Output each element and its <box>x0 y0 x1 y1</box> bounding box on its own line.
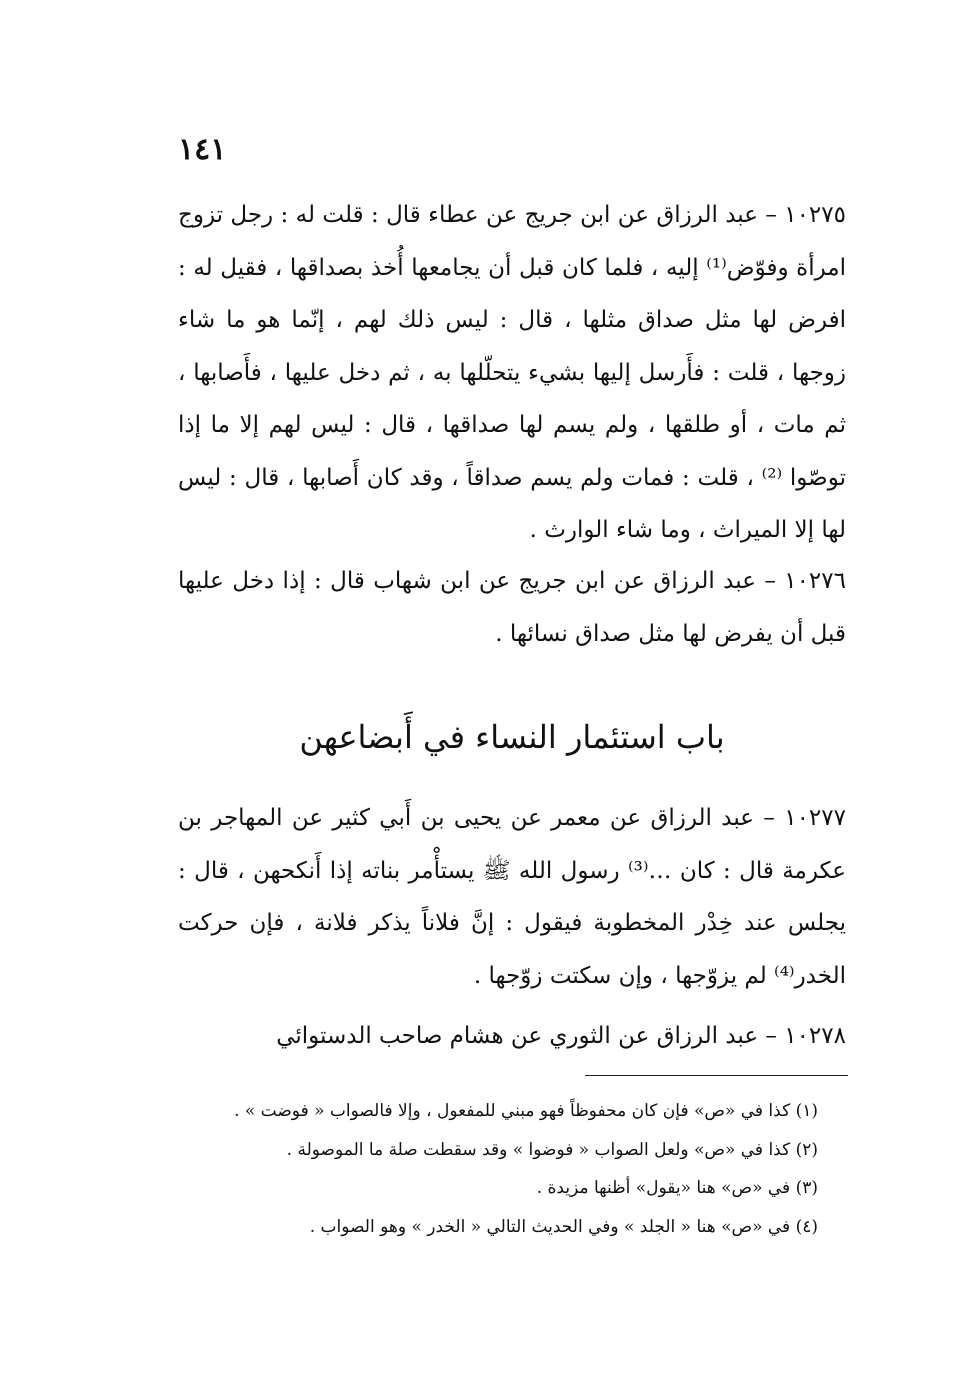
footnote-separator <box>585 1075 848 1076</box>
hadith-10276: ١٠٢٧٦ – عبد الرزاق عن ابن جريج عن ابن شهاب قال : إذا دخل عليها قبل أن يفرض لها مثل صداق نسائها . <box>178 568 846 647</box>
hadith-10277: ١٠٢٧٧ – عبد الرزاق عن معمر عن يحيى بن أَبي كثير عن المهاجر بن عكرمة قال : كان …⁽³⁾ رسول الله ﷺ يستأْمر بناته إذا أَنكحهن ، قال : يجلس عند خِدْر المخطوبة فيقول : إنَّ فلاناً يذكر فلانة ، فإن حركت الخدر⁽⁴⁾ لم يزوّجها ، وإن سكتت زوّجها . <box>178 805 846 989</box>
footnote-4: (٤) في «ص» هنا « الجلد » وفي الحديث التالي « الخدر » وهو الصواب . <box>309 1216 818 1237</box>
footnote-2: (٢) كذا في «ص» ولعل الصواب « فوضوا » وقد سقطت صلة ما الموصولة . <box>286 1139 818 1160</box>
footnote-3: (٣) في «ص» هنا «يقول» أظنها مزيدة . <box>536 1178 818 1198</box>
footnotes <box>178 1092 818 1246</box>
footnote-1: (١) كذا في «ص» فإن كان محفوظاً فهو مبني للمفعول ، وإلا فالصواب « فوضت » . <box>234 1101 818 1121</box>
page-number: ١٤١ <box>178 132 227 167</box>
hadith-10278: ١٠٢٧٨ – عبد الرزاق عن الثوري عن هشام صاحب الدستوائي <box>276 1023 846 1049</box>
chapter-heading: باب استئمار النساء في أَبضاعهن <box>299 718 725 756</box>
hadith-10275: ١٠٢٧٥ – عبد الرزاق عن ابن جريج عن عطاء قال : قلت له : رجل تزوج امرأة وفوّض⁽¹⁾ إليه ، فلما كان قبل أن يجامعها أُخذ بصداقها ، فقيل له : افرض لها مثل صداق مثلها ، قال : ليس ذلك لهم ، إنّما هو ما شاء زوجها ، قلت : فأَرسل إليها بشيء يتحلّلها به ، ثم دخل عليها ، فأَصابها ، ثم مات ، أو طلقها ، ولم يسم لها صداقها ، قال : ليس لهم إلا ما إذا توصّوا ⁽²⁾ ، قلت : فمات ولم يسم صداقاً ، وقد كان أَصابها ، قال : ليس لها إلا الميراث ، وما شاء الوارث . <box>178 202 846 543</box>
